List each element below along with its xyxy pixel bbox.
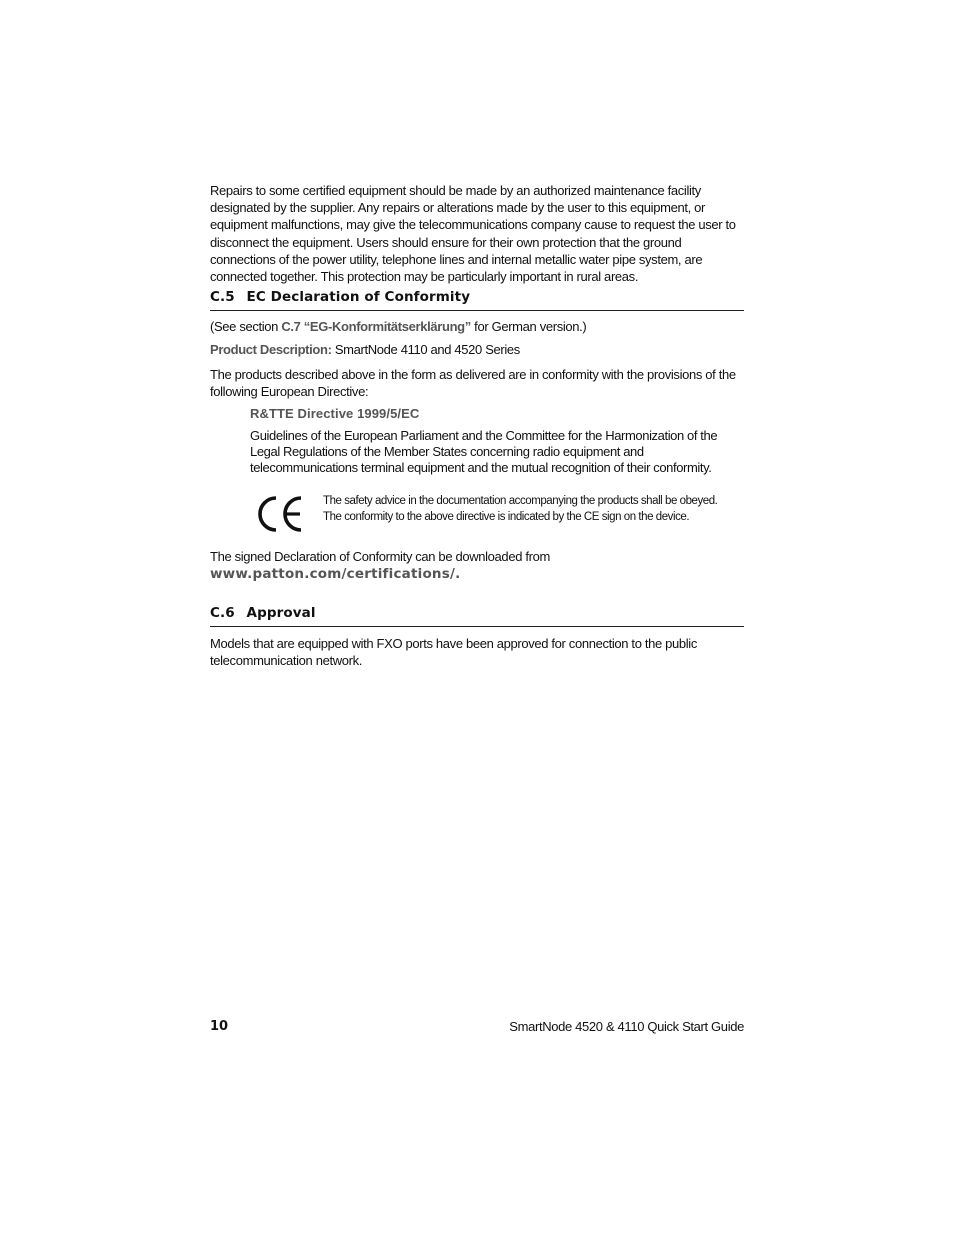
directive-description: Guidelines of the European Parliament and the Committee for the Harmonization of the Legal Regulations of the Member States concerning radio equipment and telecommunications terminal equipment and the mutual recognition of their conformity. [250,428,718,475]
section-number: C.6 [210,605,235,621]
ce-mark-icon [256,494,306,534]
page-number: 10 [210,1019,229,1034]
section-number: C.5 [210,289,235,305]
cross-reference-link[interactable]: C.7 “EG-Konformitätserklärung” [281,319,471,334]
ce-note [323,493,717,525]
conformity-paragraph: The products described above in the form as delivered are in conformity with the provisions of the following European Directive: [210,367,736,399]
product-description-label: Product Description: [210,342,332,357]
document-page [210,0,744,1235]
footer-doc-title: SmartNode 4520 & 4110 Quick Start Guide [509,1019,744,1034]
section-title: EC Declaration of Conformity [246,289,471,305]
section-heading-c5 [210,289,744,311]
product-description-value: SmartNode 4110 and 4520 Series [331,342,520,357]
certifications-link[interactable]: www.patton.com/certifications/. [210,566,461,582]
see-suffix: for German version.) [470,319,587,334]
approval-paragraph: Models that are equipped with FXO ports have been approved for connection to the public telecommunication network. [210,636,697,668]
directive-title: R&TTE Directive 1999/5/EC [250,406,420,421]
section-heading-c6 [210,605,744,627]
ce-note-line-1: The safety advice in the documentation accompanying the products shall be obeyed. [323,495,718,507]
see-section-note [210,319,744,334]
see-prefix: (See section [210,319,282,334]
ce-note-line-2: The conformity to the above directive is indicated by the CE sign on the device. [323,511,690,523]
product-description [210,342,744,357]
repairs-paragraph: Repairs to some certified equipment should be made by an authorized maintenance facility designated by the supplier. Any repairs or alterations made by the user to this equipment, or equipment malfunctions, may give the telecommunications company cause to request the user to disconnect the equipment. Users should ensure for their own protection that the ground connections of the power utility, telephone lines and internal metallic water pipe system, are connected together. This protection may be particularly important in rural areas. [210,183,736,285]
download-text: The signed Declaration of Conformity can be downloaded from [210,549,550,564]
section-title: Approval [246,605,316,621]
